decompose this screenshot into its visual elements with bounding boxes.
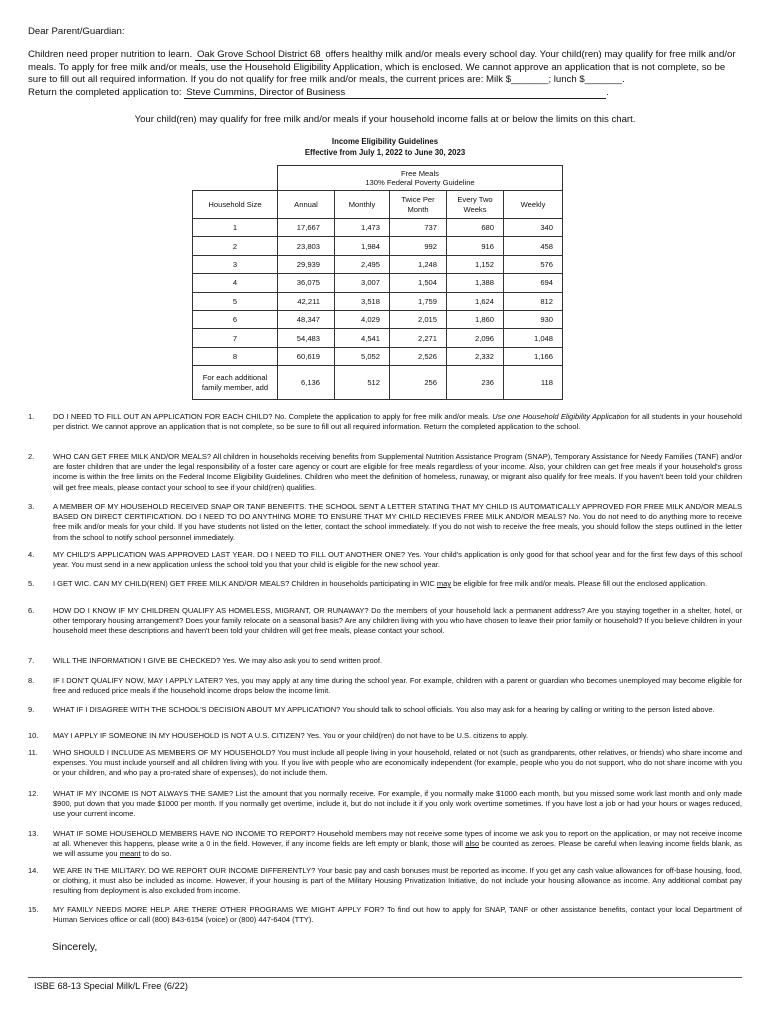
col-annual: Annual — [278, 191, 335, 219]
faq-question: WE ARE IN THE MILITARY. DO WE REPORT OUR INCOME DIFFERENTLY? — [53, 866, 316, 875]
annual-cell: 42,211 — [278, 292, 335, 310]
faq-item — [28, 412, 742, 432]
faq-number: 1. — [28, 412, 35, 421]
faq-item — [28, 550, 742, 570]
faq-item — [28, 676, 742, 696]
faq-number: 7. — [28, 656, 35, 665]
faq-item — [28, 656, 742, 666]
household-size-cell: 7 — [193, 329, 278, 347]
faq-text — [53, 705, 742, 715]
weekly-cell: 694 — [504, 274, 563, 292]
group-header-line1: Free Meals — [401, 168, 439, 178]
faq-number: 9. — [28, 705, 35, 714]
faq-text — [53, 731, 742, 741]
twice-per-month-cell: 1,248 — [390, 255, 447, 273]
faq-answer-cont: to do so. — [142, 849, 172, 859]
faq-text — [53, 829, 742, 860]
faq-question: MY FAMILY NEEDS MORE HELP. ARE THERE OTHER PROGRAMS WE MIGHT APPLY FOR? — [53, 905, 385, 914]
monthly-cell: 2,495 — [335, 255, 390, 273]
faq-answer: Do the members of your household lack a permanent address? Are you staying together in a shelter, hotel, or other temporary housing arrangement? Does your family relocate on a seasonal basis? Are any children living with you who have chosen to leave their prior family or household? If you believe children in your household meet these descriptions and haven't been told your children will get free meals, please contact your school. — [53, 606, 743, 636]
faq-question: I GET WIC. CAN MY CHILD(REN) GET FREE MILK AND/OR MEALS? — [53, 579, 290, 588]
group-header-line2: 130% Federal Poverty Guideline — [365, 178, 475, 187]
faq-question: WHO SHOULD I INCLUDE AS MEMBERS OF MY HOUSEHOLD? — [53, 748, 276, 757]
additional-twice: 256 — [390, 366, 447, 400]
faq-answer-underline: may — [436, 579, 452, 588]
additional-every-two: 236 — [447, 366, 504, 400]
monthly-cell: 1,473 — [335, 219, 390, 237]
faq-answer: You must include all people living in your household, related or not (such as grandparents, other relatives, or friends) who share income and expenses. You must include yourself and all children living with you. If you live with people who are economically independent (for example, people who you do not support, who do not share income with you or your children, and who pay a pro-rated share of expenses), do not include them. — [53, 748, 743, 778]
weekly-cell: 576 — [504, 255, 563, 273]
faq-text — [53, 502, 742, 543]
every-two-weeks-cell: 1,152 — [447, 255, 504, 273]
every-two-weeks-cell: 2,332 — [447, 347, 504, 365]
twice-per-month-cell: 2,526 — [390, 347, 447, 365]
return-to: Steve Cummins, Director of Business — [184, 88, 606, 99]
faq-question: WHAT IF MY INCOME IS NOT ALWAYS THE SAME? — [53, 789, 234, 798]
closing: Sincerely, — [52, 941, 98, 953]
household-size-cell: 4 — [193, 274, 278, 292]
faq-number: 4. — [28, 550, 35, 559]
faq-number: 6. — [28, 606, 35, 615]
every-two-weeks-cell: 680 — [447, 219, 504, 237]
faq-question: WHAT IF SOME HOUSEHOLD MEMBERS HAVE NO INCOME TO REPORT? — [53, 829, 316, 838]
return-label: Return the completed application to: — [28, 86, 182, 98]
table-row — [193, 292, 563, 310]
income-table — [192, 165, 563, 400]
every-two-weeks-cell: 2,096 — [447, 329, 504, 347]
footer-divider — [28, 977, 742, 978]
intro-pre-district: Children need proper nutrition to learn. — [28, 49, 193, 60]
qualify-note: Your child(ren) may qualify for free milk and/or meals if your household income falls at or below the limits on this chart. — [134, 114, 636, 125]
household-size-cell: 3 — [193, 255, 278, 273]
annual-cell: 23,803 — [278, 237, 335, 255]
faq-item — [28, 502, 742, 543]
faq-question: WILL THE INFORMATION I GIVE BE CHECKED? — [53, 656, 221, 665]
faq-text — [53, 452, 742, 493]
annual-cell: 29,939 — [278, 255, 335, 273]
twice-per-month-cell: 1,504 — [390, 274, 447, 292]
faq-text — [53, 789, 742, 820]
faq-answer-underline: meant — [119, 849, 141, 859]
faq-question: DO I NEED TO FILL OUT AN APPLICATION FOR EACH CHILD? — [53, 412, 273, 421]
faq-item — [28, 579, 742, 589]
additional-annual: 6,136 — [278, 366, 335, 400]
faq-text — [53, 579, 742, 589]
faq-item — [28, 789, 742, 820]
table-row — [193, 237, 563, 255]
faq-question: HOW DO I KNOW IF MY CHILDREN QUALIFY AS HOMELESS, MIGRANT, OR RUNAWAY? — [53, 606, 369, 615]
group-header — [278, 166, 563, 191]
additional-monthly: 512 — [335, 366, 390, 400]
table-row — [193, 274, 563, 292]
faq-item — [28, 705, 742, 715]
faq-question: WHO CAN GET FREE MILK AND/OR MEALS? — [53, 452, 212, 461]
weekly-cell: 340 — [504, 219, 563, 237]
faq-number: 8. — [28, 676, 35, 685]
faq-answer-cont: be eligible for free milk and/or meals. Please fill out the enclosed application. — [453, 579, 708, 588]
faq-item — [28, 731, 742, 741]
table-row — [193, 347, 563, 365]
faq-answer: No. Complete the application to apply for free milk and/or meals. — [274, 412, 491, 421]
additional-weekly: 118 — [504, 366, 563, 400]
table-caption — [0, 137, 770, 158]
table-title: Income Eligibility Guidelines — [331, 137, 439, 146]
faq-answer: Yes. We may also ask you to send written proof. — [222, 656, 383, 665]
col-twice: Twice Per Month — [390, 191, 447, 219]
household-size-cell: 6 — [193, 310, 278, 328]
every-two-weeks-cell: 1,860 — [447, 310, 504, 328]
twice-per-month-cell: 1,759 — [390, 292, 447, 310]
faq-number: 15. — [28, 905, 39, 914]
household-size-cell: 1 — [193, 219, 278, 237]
annual-cell: 36,075 — [278, 274, 335, 292]
household-size-cell: 5 — [193, 292, 278, 310]
col-every-two: Every Two Weeks — [447, 191, 504, 219]
faq-text — [53, 606, 742, 637]
faq-number: 3. — [28, 502, 35, 511]
faq-answer-emphasis: Use one Household Eligibility Application — [492, 412, 629, 421]
annual-cell: 17,667 — [278, 219, 335, 237]
annual-cell: 54,483 — [278, 329, 335, 347]
faq-answer: List the amount that you normally receive. For example, if you normally make $1000 each month, but you missed some work last month and only made $900, put down that you made $1000 per month. If you normally get overtime, include it, but do not include it if you only work overtime sometimes. If you have lost a job or had your hours or wages reduced, use your current income. — [53, 789, 742, 819]
twice-per-month-cell: 992 — [390, 237, 447, 255]
faq-item — [28, 748, 742, 779]
faq-text — [53, 866, 742, 897]
monthly-cell: 4,541 — [335, 329, 390, 347]
annual-cell: 60,619 — [278, 347, 335, 365]
faq-answer: You should talk to school officials. You also may ask for a hearing by calling or writing to the person listed above. — [342, 705, 715, 714]
faq-text — [53, 676, 742, 696]
weekly-cell: 1,166 — [504, 347, 563, 365]
faq-answer-underline: also — [465, 839, 480, 849]
faq-text — [53, 905, 742, 925]
faq-answer: Your basic pay and cash bonuses must be reported as income. If you get any cash value allowances for off-base housing, food, or clothing, it must also be included as income. However, if your housing is part of the Military Housing Privatization Initiative, do not include your housing allowance as income. Any additional combat pay resulting from deployment is also excluded from income. — [53, 866, 742, 896]
greeting: Dear Parent/Guardian: — [28, 26, 125, 37]
faq-text — [53, 550, 742, 570]
additional-label: For each additional family member, add — [193, 366, 278, 400]
district-name: Oak Grove School District 68 — [196, 49, 321, 60]
faq-number: 11. — [28, 748, 38, 757]
faq-answer: Children in households participating in WIC — [291, 579, 435, 588]
faq-number: 5. — [28, 579, 35, 588]
faq-text — [53, 656, 742, 666]
faq-answer-cont: be counted as zeroes. Please be careful when leaving income fields blank, as we will assume you — [53, 839, 742, 859]
monthly-cell: 4,029 — [335, 310, 390, 328]
faq-number: 12. — [28, 789, 39, 798]
every-two-weeks-cell: 1,388 — [447, 274, 504, 292]
faq-text — [53, 412, 742, 432]
faq-text — [53, 748, 742, 779]
faq-number: 10. — [28, 731, 39, 740]
weekly-cell: 458 — [504, 237, 563, 255]
faq-question: IF I DON'T QUALIFY NOW, MAY I APPLY LATER? — [53, 676, 223, 685]
weekly-cell: 930 — [504, 310, 563, 328]
faq-answer: To find out how to apply for SNAP, TANF or other assistance benefits, contact your local Department of Human Services office or call (800) 843-6154 (voice) or (800) 447-6404 (TTY). — [53, 905, 742, 925]
faq-number: 13. — [28, 829, 39, 838]
faq-question: MY CHILD'S APPLICATION WAS APPROVED LAST YEAR. DO I NEED TO FILL OUT ANOTHER ONE? — [53, 550, 406, 559]
faq-number: 2. — [28, 452, 35, 461]
faq-item — [28, 606, 742, 637]
twice-per-month-cell: 737 — [390, 219, 447, 237]
table-row — [193, 310, 563, 328]
faq-item — [28, 829, 742, 860]
faq-number: 14. — [28, 866, 39, 875]
faq-answer: Yes. Your child's application is only good for that school year and for the first few days of this school year. You must send in a new application unless the school told you that your child is eligible for the new school year. — [53, 550, 742, 570]
faq-item — [28, 452, 742, 493]
intro-paragraph: Children need proper nutrition to learn. Oak Grove School District 68 offers healthy milk and/or meals every school day. Your child(ren) may qualify for free milk and/or meals. To apply for free milk and/or meals, use the Household Eligibility Application, which is enclosed. We cannot approve an application that is not complete, so be sure to fill out all required information. If you do not qualify for free milk and/or meals, the current prices are: Milk $_______; lunch $_______. Return the completed application to: Steve Cummins, Director of Business . — [28, 49, 736, 98]
every-two-weeks-cell: 1,624 — [447, 292, 504, 310]
faq-question: MAY I APPLY IF SOMEONE IN MY HOUSEHOLD IS NOT A U.S. CITIZEN? — [53, 731, 305, 740]
faq-item — [28, 866, 742, 897]
monthly-cell: 3,007 — [335, 274, 390, 292]
twice-per-month-cell: 2,015 — [390, 310, 447, 328]
faq-answer-cont: for all students in your household per district. We cannot approve an application that is not complete, so be sure to fill out all required information. Return the completed application to the school. — [53, 412, 742, 432]
monthly-cell: 5,052 — [335, 347, 390, 365]
faq-item — [28, 905, 742, 925]
faq-answer: Yes, you may apply at any time during the school year. For example, children with a parent or guardian who becomes unemployed may become eligible for free and reduced price meals if the household income drops below the income limit. — [53, 676, 742, 696]
form-footer: ISBE 68-13 Special Milk/L Free (6/22) — [34, 981, 188, 991]
faq-answer: No. You do not need to do anything more to receive free milk and/or meals for your child. If you have students not listed on the letter, contact the school immediately. If you do not wish to receive the free meals, you should follow the steps outlined in the letter from the school to notify school personnel immediately. — [53, 512, 742, 542]
faq-answer: All children in households receiving benefits from Supplemental Nutrition Assistance Program (SNAP), Temporary Assistance for Needy Families (TANF) and/or are foster children that are under the legal responsibility of a foster care agency or court are eligible for free meals regardless of your income. Also, your children can get free meals if your household's gross income is within the free limits on the Federal Income Eligibility Guidelines. Children who meet the definition of homeless, runaway, or migrant also qualify for free meals. If you haven't been told your children will get free meals, please contact your school to see if your child(ren) qualifies. — [53, 452, 743, 492]
intro-body: offers healthy milk and/or meals every school day. Your child(ren) may qualify for free milk and/or meals. To apply for free milk and/or meals, use the Household Eligibility Application, which is enclosed. We cannot approve an application that is not complete, so be sure to fill out all required information. If you do not qualify for free milk and/or meals, the current prices are: Milk $_______; lunch $_______. — [28, 49, 736, 86]
household-size-cell: 8 — [193, 347, 278, 365]
table-subtitle: Effective from July 1, 2022 to June 30, 2023 — [304, 147, 466, 157]
faq-question: A MEMBER OF MY HOUSEHOLD RECEIVED SNAP OR TANF BENEFITS. THE SCHOOL SENT A LETTER STATING THAT MY CHILD IS AUTOMATICALLY APPROVED FOR FREE MILK AND/OR MEALS BASED ON DIRECT CERTIFICATION. DO I NEED TO DO ANYTHING MORE TO ENSURE THAT MY CHILD RECIEVES FREE MILK AND/OR MEALS? — [53, 502, 742, 522]
monthly-cell: 1,984 — [335, 237, 390, 255]
table-row — [193, 219, 563, 237]
table-row — [193, 329, 563, 347]
faq-question: WHAT IF I DISAGREE WITH THE SCHOOL'S DECISION ABOUT MY APPLICATION? — [53, 705, 341, 714]
faq-answer: Household members may not receive some types of income we ask you to report on the application, or may not receive income at all. Whenever this happens, please write a 0 in the field. However, if any income fields are left empty or blank, those will — [53, 829, 742, 849]
faq-answer: Yes. You or your child(ren) do not have to be U.S. citizens to apply. — [306, 731, 529, 740]
col-weekly: Weekly — [504, 191, 563, 219]
twice-per-month-cell: 2,271 — [390, 329, 447, 347]
monthly-cell: 3,518 — [335, 292, 390, 310]
table-row — [193, 255, 563, 273]
col-household: Household Size — [193, 191, 278, 219]
household-size-cell: 2 — [193, 237, 278, 255]
every-two-weeks-cell: 916 — [447, 237, 504, 255]
col-monthly: Monthly — [335, 191, 390, 219]
weekly-cell: 1,048 — [504, 329, 563, 347]
weekly-cell: 812 — [504, 292, 563, 310]
annual-cell: 48,347 — [278, 310, 335, 328]
